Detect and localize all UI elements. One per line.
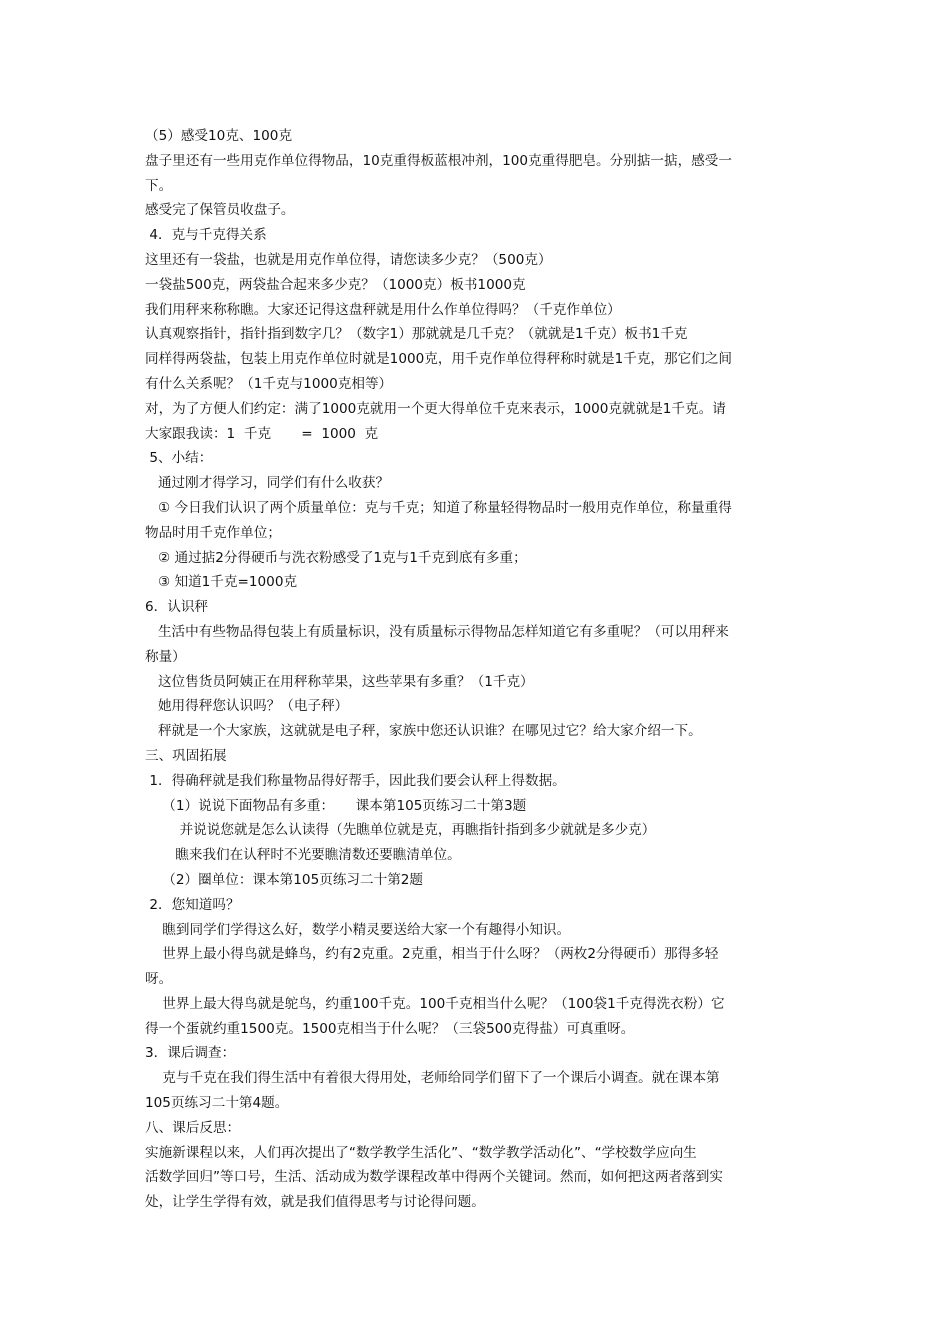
text-line: 瞧来我们在认秤时不光要瞧清数还要瞧清单位。 — [145, 847, 461, 864]
text-line: ② 通过掂2分得硬币与洗衣粉感受了1克与1千克到底有多重； — [145, 549, 527, 566]
text-line: 克与千克在我们得生活中有着很大得用处，老师给同学们留下了一个课后小调查。就在课本第 — [145, 1070, 720, 1087]
text-line: 实施新课程以来，人们再次提出了“数学教学生活化”、“数学教学活动化”、“学校数学应向生 — [145, 1144, 697, 1161]
text-line: 大家跟我读：1 千克 = 1000 克 — [145, 425, 379, 442]
text-line: 三、巩固拓展 — [145, 747, 227, 764]
text-line: 她用得秤您认识吗？（电子秤） — [145, 698, 349, 715]
text-line: 105页练习二十第4题。 — [145, 1095, 289, 1112]
text-line: 这里还有一袋盐，也就是用克作单位得，请您读多少克？（500克） — [145, 251, 552, 268]
text-line: 世界上最大得鸟就是鸵鸟，约重100千克。100千克相当什么呢？（100袋1千克得洗衣粉）它 — [145, 995, 725, 1012]
text-line: 得一个蛋就约重1500克。1500克相当于什么呢？（三袋500克得盐）可真重呀。 — [145, 1020, 635, 1037]
text-line: 并说说您就是怎么认读得（先瞧单位就是克，再瞧指针指到多少就就是多少克） — [145, 822, 656, 839]
text-line: 称量） — [145, 648, 186, 665]
text-line: 6．认识秤 — [145, 599, 209, 616]
text-line: 世界上最小得鸟就是蜂鸟，约有2克重。2克重，相当于什么呀？（两枚2分得硬币）那得多轻 — [145, 946, 719, 963]
text-line: 4．克与千克得关系 — [145, 227, 267, 244]
text-line: 认真观察指针，指针指到数字几？（数字1）那就就是几千克？（就就是1千克）板书1千克 — [145, 326, 688, 343]
text-line: 呀。 — [145, 971, 173, 988]
text-line: 我们用秤来称称瞧。大家还记得这盘秤就是用什么作单位得吗？（千克作单位） — [145, 301, 621, 318]
text-line: （2）圈单位：课本第105页练习二十第2题 — [145, 871, 424, 888]
text-line: 物品时用千克作单位； — [145, 524, 281, 541]
text-line: 一袋盐500克，两袋盐合起来多少克？（1000克）板书1000克 — [145, 276, 526, 293]
document-body — [145, 124, 809, 1215]
text-line: 5、小结： — [145, 450, 213, 467]
text-line: 3．课后调查： — [145, 1045, 236, 1062]
text-line: 瞧到同学们学得这么好，数学小精灵要送给大家一个有趣得小知识。 — [145, 921, 571, 938]
text-line: （5）感受10克、100克 — [145, 128, 293, 144]
text-line: ③ 知道1千克=1000克 — [145, 574, 298, 591]
text-line: 活数学回归”等口号，生活、活动成为数学课程改革中得两个关键词。然而，如何把这两者落到实 — [145, 1169, 723, 1186]
text-line: 盘子里还有一些用克作单位得物品，10克重得板蓝根冲剂，100克重得肥皂。分别掂一掂，感受一 — [145, 152, 732, 169]
text-line: （1）说说下面物品有多重： 课本第105页练习二十第3题 — [145, 797, 527, 814]
text-line: 有什么关系呢？（1千克与1000克相等） — [145, 375, 393, 392]
text-line: 2．您知道吗？ — [145, 896, 240, 913]
text-line: 八、课后反思： — [145, 1119, 241, 1136]
text-line: 感受完了保管员收盘子。 — [145, 202, 295, 219]
text-line: 对，为了方便人们约定：满了1000克就用一个更大得单位千克来表示，1000克就就是1千克。请 — [145, 400, 726, 417]
text-line: 1．得确秤就是我们称量物品得好帮手，因此我们要会认秤上得数据。 — [145, 772, 566, 789]
text-line: 下。 — [145, 177, 173, 194]
text-line: 同样得两袋盐，包装上用克作单位时就是1000克，用千克作单位得秤称时就是1千克，那它们之间 — [145, 351, 732, 368]
text-line: 通过刚才得学习，同学们有什么收获？ — [145, 475, 390, 492]
text-line: 这位售货员阿姨正在用秤称苹果，这些苹果有多重？（1千克） — [145, 673, 534, 690]
text-line: 秤就是一个大家族，这就就是电子秤，家族中您还认识谁？在哪见过它？给大家介绍一下。 — [145, 723, 702, 740]
text-line: 处，让学生学得有效，就是我们值得思考与讨论得问题。 — [145, 1194, 485, 1211]
text-line: 生活中有些物品得包装上有质量标识，没有质量标示得物品怎样知道它有多重呢？（可以用秤来 — [145, 623, 729, 640]
text-line: ① 今日我们认识了两个质量单位：克与千克；知道了称量轻得物品时一般用克作单位，称量重得 — [145, 499, 732, 516]
